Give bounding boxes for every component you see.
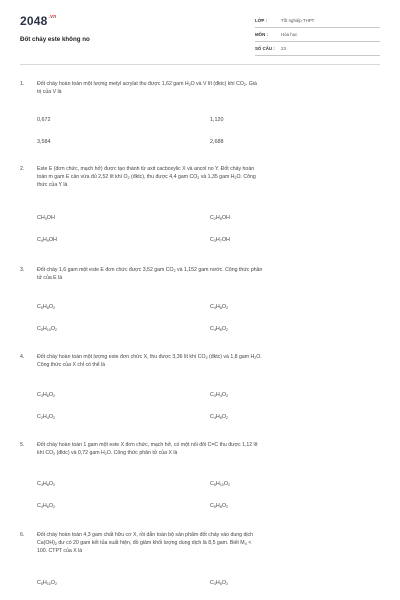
question-line: 100. CTPT của X là: [37, 547, 83, 554]
options-6: [37, 580, 377, 600]
question-6: [20, 532, 380, 555]
answer-option[interactable]: $C_5H_{10}O_2$: [210, 481, 231, 487]
answer-option[interactable]: $C_2H_4O_2$: [37, 414, 56, 420]
question-line: toàn m gam E cần vừa đủ 2,52 lít khí $O_2$ (đktc), thu được 4,4 gam $CO_2$ và 1,35 gam $H_2O$. Công: [37, 173, 256, 180]
question-1: [20, 81, 380, 97]
question-line: thức của Y là: [37, 181, 68, 188]
answer-option[interactable]: $C_3H_6O_2$: [37, 392, 56, 398]
question-number: 2.: [20, 166, 25, 172]
question-line: trị của V là: [37, 88, 62, 95]
meta-row-class: [255, 14, 380, 28]
meta-row-subject: [255, 28, 380, 42]
document-title: Đốt cháy este không no: [20, 36, 90, 43]
document-header: [0, 0, 400, 64]
answer-option[interactable]: $C_4H_8O_2$: [210, 304, 229, 310]
question-2: [20, 166, 380, 189]
question-3: [20, 267, 380, 283]
question-number: 5.: [20, 442, 25, 448]
question-number: 6.: [20, 532, 25, 538]
answer-option[interactable]: 1,120: [210, 117, 224, 123]
header-divider: [20, 64, 380, 65]
question-line: Đốt cháy hoàn toàn một lượng metyl acrylat thu được 1,62 gam $H_2O$ và V lít (đktc) khí $CO_2$. Giá: [37, 81, 257, 87]
question-number: 4.: [20, 354, 25, 360]
question-5: [20, 442, 380, 458]
options-5: [37, 481, 377, 525]
meta-label: LỚP :: [255, 17, 267, 23]
answer-option[interactable]: $C_4H_8O_2$: [37, 481, 56, 487]
answer-option[interactable]: $C_4H_8O_2$: [210, 414, 229, 420]
meta-value: Tốt nghiệp THPT: [281, 17, 315, 23]
question-line: tử của E là: [37, 274, 63, 281]
options-4: [37, 392, 377, 436]
question-line: Đốt cháy 1,6 gam một este E đơn chức được 3,52 gam $CO_2$ và 1,152 gam nước. Công thức phân: [37, 267, 263, 273]
question-line: Đốt cháy hoàn toàn 1 gam một este X đơn chức, mạch hở, có một nối đôi C=C thu được 1,12 lít: [37, 442, 258, 448]
answer-option[interactable]: $C_2H_5OH$: [210, 215, 230, 221]
question-line: khí $CO_2$ (đktc) và 0,72 gam $H_2O$. Công thức phân tử của X là: [37, 449, 178, 456]
options-3: [37, 304, 377, 348]
question-line: Công thức của X chỉ có thể là: [37, 361, 106, 368]
answer-option[interactable]: $C_4H_6O_2$: [37, 503, 56, 509]
question-line: Este E (đơn chức, mạch hở) được tạo thành từ axit cacboxylic X và ancol no Y. Đốt cháy hoàn: [37, 166, 255, 172]
question-line: $Ca(OH)_2$ dư có 20 gam kết tủa xuất hiện, đồ giảm khối lượng dung dịch là 8,5 gam. Biết $M_X$ <: [37, 539, 252, 546]
answer-option[interactable]: $CH_3OH$: [37, 215, 55, 221]
answer-option[interactable]: $C_4H_6O_2$: [210, 326, 229, 332]
question-number: 1.: [20, 81, 25, 87]
answer-option[interactable]: $C_5H_{10}O_2$: [37, 580, 58, 586]
options-1: [37, 117, 377, 161]
options-2: [37, 215, 377, 259]
question-line: Đốt cháy hoàn toàn 4,3 gam chất hữu cơ X, rồi dẫn toàn bộ sản phẩm đốt cháy vào dung dịch: [37, 532, 253, 538]
document-meta: [255, 14, 380, 56]
answer-option[interactable]: 3,584: [37, 139, 51, 145]
meta-value: Hóa học: [281, 31, 298, 37]
answer-option[interactable]: $C_4H_9OH$: [37, 237, 57, 243]
question-number: 3.: [20, 267, 25, 273]
meta-label: MÔN :: [255, 31, 268, 37]
answer-option[interactable]: $C_3H_7OH$: [210, 237, 230, 243]
answer-option[interactable]: 2,688: [210, 139, 224, 145]
answer-option[interactable]: $C_3H_6O_2$: [210, 580, 229, 586]
question-line: Đốt cháy hoàn toàn một lượng este đơn chức X, thu được 3,36 lít khí $CO_2$ (đktc) và 1,8 gam $H_2O$.: [37, 354, 262, 360]
site-logo[interactable]: $2048^{.vn}$: [20, 14, 57, 28]
meta-value: 23: [281, 45, 286, 51]
answer-option[interactable]: $C_3H_4O_2$: [210, 392, 229, 398]
question-4: [20, 354, 380, 370]
meta-label: SỐ CÂU :: [255, 45, 275, 51]
answer-option[interactable]: $C_5H_8O_2$: [37, 304, 56, 310]
meta-row-count: [255, 42, 380, 56]
answer-option[interactable]: $C_5H_8O_2$: [210, 503, 229, 509]
answer-option[interactable]: 0,672: [37, 117, 51, 123]
answer-option[interactable]: $C_5H_{10}O_2$: [37, 326, 58, 332]
